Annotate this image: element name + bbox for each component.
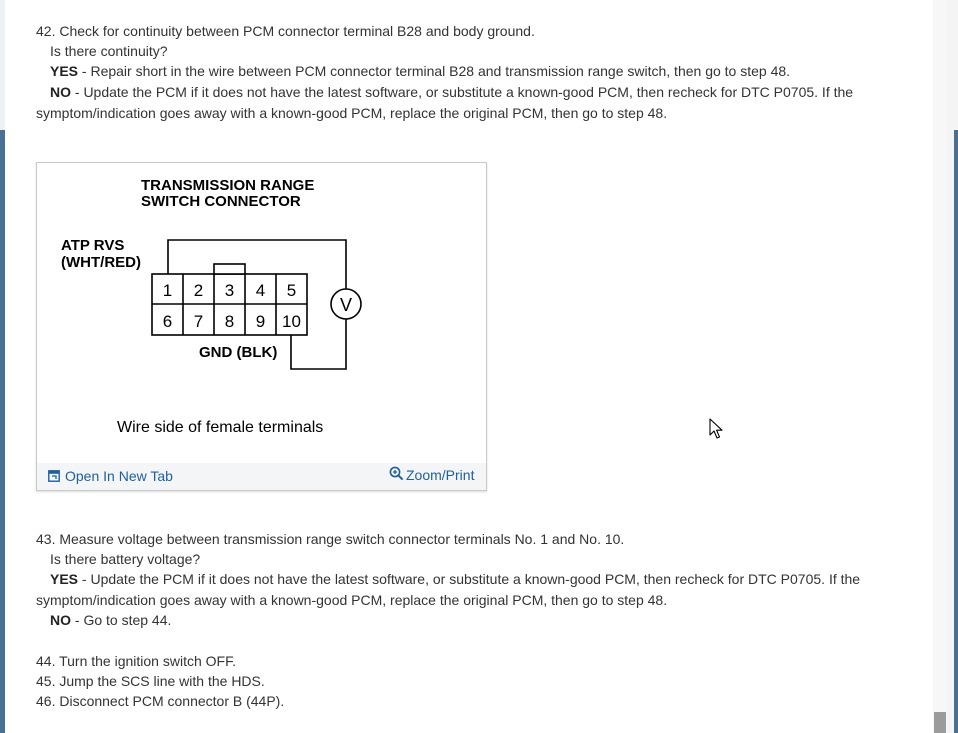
terminal-9: 9 xyxy=(255,312,266,331)
step-42-no-text: - Update the PCM if it does not have the latest software, or substitute a known-good PCM, then recheck for DTC P0705. If the xyxy=(71,84,854,100)
figure-caption: Wire side of female terminals xyxy=(117,419,324,436)
step-45: 45. Jump the SCS line with the HDS. xyxy=(36,673,265,689)
terminal-7: 7 xyxy=(193,312,204,331)
step-43-yes-text: - Update the PCM if it does not have the latest software, or substitute a known-good PCM, then recheck for DTC P0705. If the xyxy=(78,571,861,587)
step-43-yes-text-continued: symptom/indication goes away with a known-good PCM, replace the original PCM, then go to step 48. xyxy=(36,592,668,608)
scrollbar-thumb[interactable] xyxy=(934,712,946,733)
terminal-2: 2 xyxy=(193,281,204,300)
left-edge-strip xyxy=(0,0,5,733)
zoom-icon xyxy=(389,466,404,481)
step-42-yes xyxy=(50,61,790,81)
connector-diagram xyxy=(37,163,486,463)
open-in-new-tab-label: Open In New Tab xyxy=(65,468,173,484)
zoom-print-link[interactable] xyxy=(389,465,474,485)
step-42-yes-text: - Repair short in the wire between PCM connector terminal B28 and transmission range switch, then go to step 48. xyxy=(78,63,791,79)
no-label: NO xyxy=(50,612,71,628)
terminal-10: 10 xyxy=(282,312,301,331)
step-42-no xyxy=(50,82,853,102)
step-43-heading: 43. Measure voltage between transmission range switch connector terminals No. 1 and No. 10. xyxy=(36,531,625,547)
step-42-heading: 42. Check for continuity between PCM connector terminal B28 and body ground. xyxy=(36,23,535,39)
wht-red-label: (WHT/RED) xyxy=(61,254,141,271)
yes-label: YES xyxy=(50,571,79,587)
step-46: 46. Disconnect PCM connector B (44P). xyxy=(36,693,285,709)
terminal-1: 1 xyxy=(162,281,173,300)
atp-rvs-label: ATP RVS xyxy=(61,237,125,254)
step-42-question: Is there continuity? xyxy=(50,43,168,59)
terminal-4: 4 xyxy=(255,281,266,300)
yes-label: YES xyxy=(50,63,79,79)
terminal-6: 6 xyxy=(162,312,173,331)
figure-title-line2: SWITCH CONNECTOR xyxy=(141,193,301,210)
open-new-tab-icon xyxy=(48,470,60,482)
zoom-print-label: Zoom/Print xyxy=(406,467,475,483)
connector-figure[interactable] xyxy=(36,162,487,491)
ground-label: GND (BLK) xyxy=(199,344,278,361)
mouse-cursor-icon xyxy=(708,418,724,440)
terminal-5: 5 xyxy=(286,281,297,300)
step-43-no xyxy=(50,610,171,630)
terminal-3: 3 xyxy=(224,281,235,300)
voltmeter-label: V xyxy=(339,295,353,315)
vertical-scrollbar[interactable] xyxy=(933,0,947,733)
figure-title-line1: TRANSMISSION RANGE xyxy=(141,177,315,194)
no-label: NO xyxy=(50,84,71,100)
open-in-new-tab-link[interactable] xyxy=(48,466,173,486)
connector-latch xyxy=(214,264,245,274)
step-43-yes xyxy=(50,569,860,589)
step-44: 44. Turn the ignition switch OFF. xyxy=(36,653,236,669)
step-42-no-text-continued: symptom/indication goes away with a known-good PCM, replace the original PCM, then go to step 48. xyxy=(36,105,668,121)
step-43-question: Is there battery voltage? xyxy=(50,551,201,567)
step-43-no-text: - Go to step 44. xyxy=(71,612,172,628)
terminal-8: 8 xyxy=(224,312,235,331)
